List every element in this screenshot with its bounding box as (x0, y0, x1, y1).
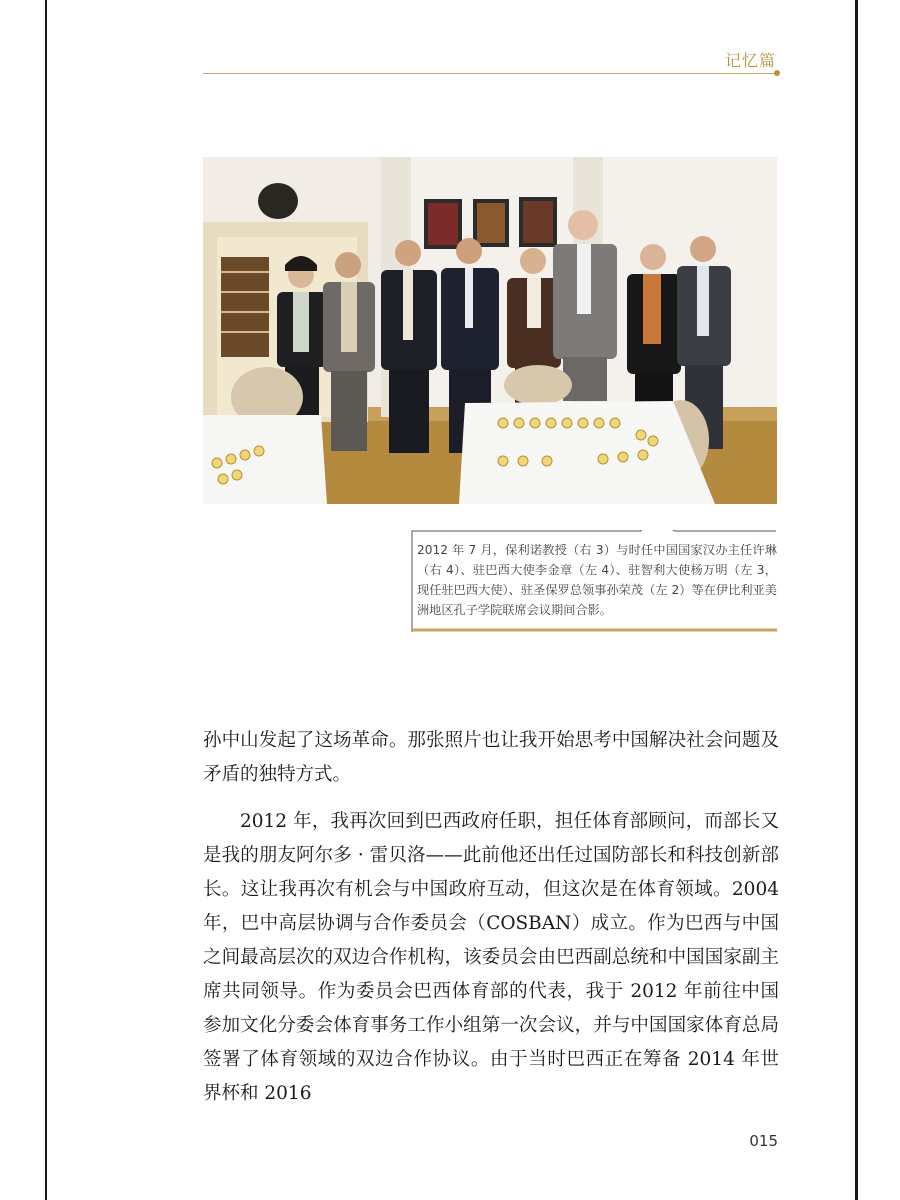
group-photo (203, 157, 777, 504)
body-paragraph-1 (203, 724, 779, 792)
page-border-left (45, 0, 47, 1200)
header-rule (203, 73, 777, 74)
body-paragraph-2 (203, 805, 779, 1111)
header-dot (774, 70, 780, 76)
section-title: 记忆篇 (724, 51, 776, 70)
paragraph-text: 2012 年，我再次回到巴西政府任职，担任体育部顾问，而部长又是我的朋友阿尔多 · 雷贝洛——此前他还出任过国防部长和科技创新部长。这让我再次有机会与中国政府互动，但这次是在体育领域。2004 年，巴中高层协调与合作委员会（COSBAN）成立。作为巴西与中国之间最高层次的双边合作机构，该委员会由巴西副总统和中国国家副主席共同领导。作为委员会巴西体育部的代表，我于 2012 年前往中国参加文化分委会体育事务工作小组第一次会议，并与中国国家体育总局签署了体育领域的双边合作协议。由于当时巴西正在筹备 2014 年世界杯和 2016 (203, 811, 779, 1104)
photo-caption: 2012 年 7 月，保利诺教授（右 3）与时任中国国家汉办主任许琳（右 4）、驻巴西大使李金章（左 4）、驻智利大使杨万明（左 3，现任驻巴西大使）、驻圣保罗总领事孙荣茂（左 2）等在伊比利亚美洲地区孔子学院联席会议期间合影。 (417, 543, 777, 617)
paragraph-text: 孙中山发起了这场革命。那张照片也让我开始思考中国解决社会问题及矛盾的独特方式。 (203, 730, 779, 785)
page-number: 015 (749, 1132, 778, 1150)
page-border-right (855, 0, 858, 1200)
